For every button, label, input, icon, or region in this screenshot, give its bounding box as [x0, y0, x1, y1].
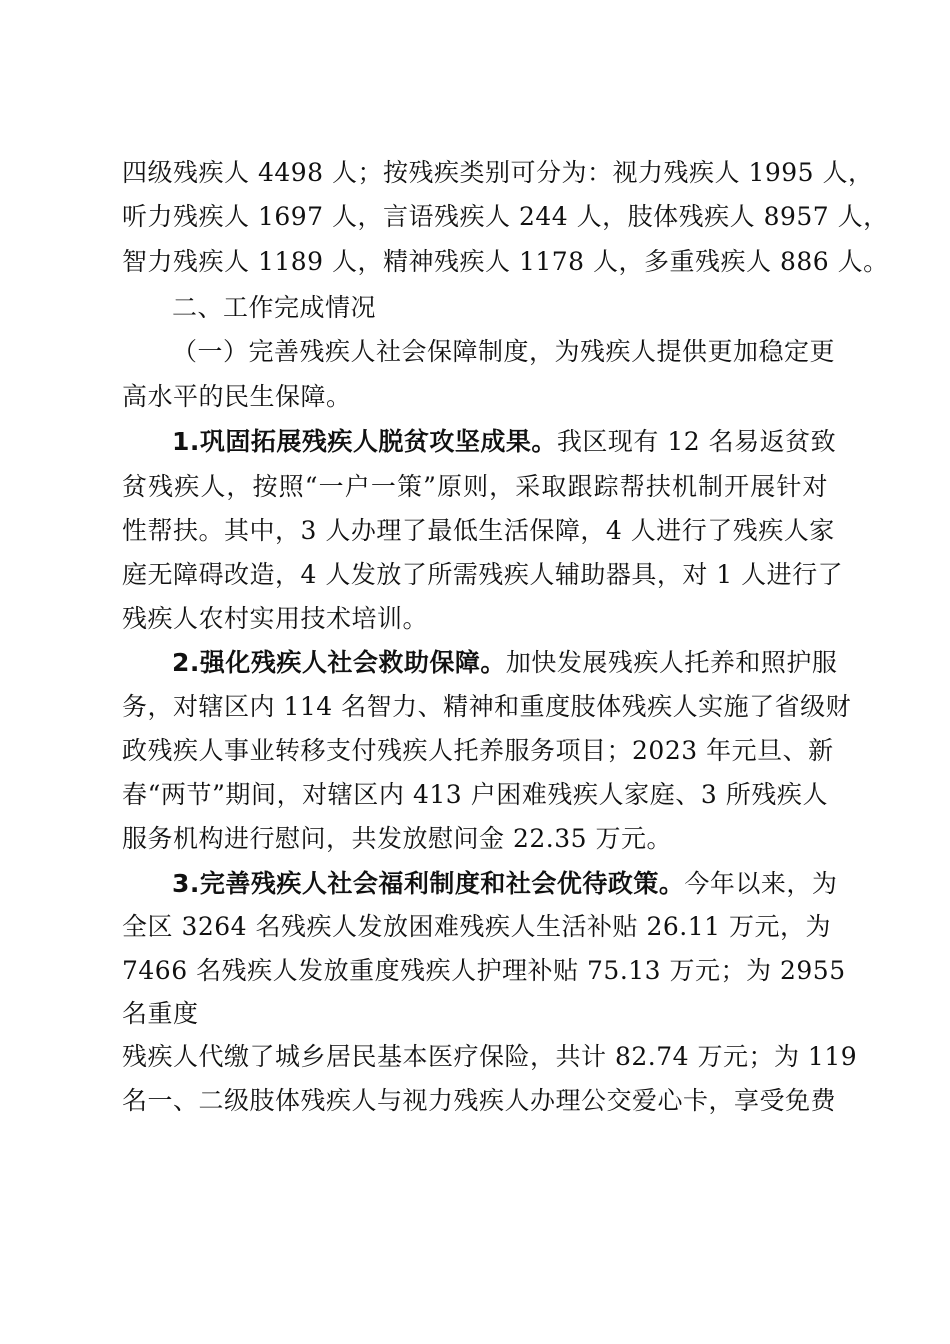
- intro-line-1: 四级残疾人 4498 人；按残疾类别可分为：视力残疾人 1995 人，: [122, 158, 874, 187]
- item2-title: 2.强化残疾人社会救助保障。: [172, 648, 506, 677]
- item3-line-6: 名一、二级肢体残疾人与视力残疾人办理公交爱心卡，享受免费: [122, 1086, 837, 1115]
- item3-line-3: 7466 名残疾人发放重度残疾人护理补贴 75.13 万元；为 2955: [122, 956, 846, 985]
- item1-line-2: 贫残疾人，按照“一户一策”原则，采取跟踪帮扶机制开展针对: [122, 472, 828, 501]
- item3-line-5: 残疾人代缴了城乡居民基本医疗保险，共计 82.74 万元；为 119: [122, 1042, 858, 1071]
- item2-line-2: 务，对辖区内 114 名智力、精神和重度肢体残疾人实施了省级财: [122, 692, 852, 721]
- item1-line-5: 残疾人农村实用技术培训。: [122, 604, 429, 633]
- item3-line-4: 名重度: [122, 999, 199, 1028]
- subsection-heading-line-2: 高水平的民生保障。: [122, 382, 352, 411]
- item1-line-4: 庭无障碍改造，4 人发放了所需残疾人辅助器具，对 1 人进行了: [122, 560, 844, 589]
- intro-line-3: 智力残疾人 1189 人，精神残疾人 1178 人，多重残疾人 886 人。: [122, 247, 889, 276]
- item1-first-line-text: 我区现有 12 名易返贫致: [556, 427, 837, 456]
- item1-first-line: [172, 422, 837, 462]
- item2-line-3: 政残疾人事业转移支付残疾人托养服务项目；2023 年元旦、新: [122, 736, 834, 765]
- item1-line-3: 性帮扶。其中，3 人办理了最低生活保障，4 人进行了残疾人家: [122, 516, 835, 545]
- item3-title: 3.完善残疾人社会福利制度和社会优待政策。: [172, 869, 685, 898]
- section-heading: 二、工作完成情况: [172, 293, 377, 322]
- item2-first-line-text: 加快发展残疾人托养和照护服: [505, 648, 838, 677]
- subsection-heading-line-1: （一）完善残疾人社会保障制度，为残疾人提供更加稳定更: [172, 337, 836, 366]
- item3-first-line-text: 今年以来，为: [684, 869, 838, 898]
- intro-line-2: 听力残疾人 1697 人，言语残疾人 244 人，肢体残疾人 8957 人，: [122, 202, 889, 231]
- item2-line-4: 春“两节”期间，对辖区内 413 户困难残疾人家庭、3 所残疾人: [122, 780, 828, 809]
- item3-line-2: 全区 3264 名残疾人发放困难残疾人生活补贴 26.11 万元，为: [122, 912, 831, 941]
- item3-first-line: [172, 864, 838, 904]
- item2-line-5: 服务机构进行慰问，共发放慰问金 22.35 万元。: [122, 824, 672, 853]
- item2-first-line: [172, 643, 838, 683]
- item1-title: 1.巩固拓展残疾人脱贫攻坚成果。: [172, 427, 557, 456]
